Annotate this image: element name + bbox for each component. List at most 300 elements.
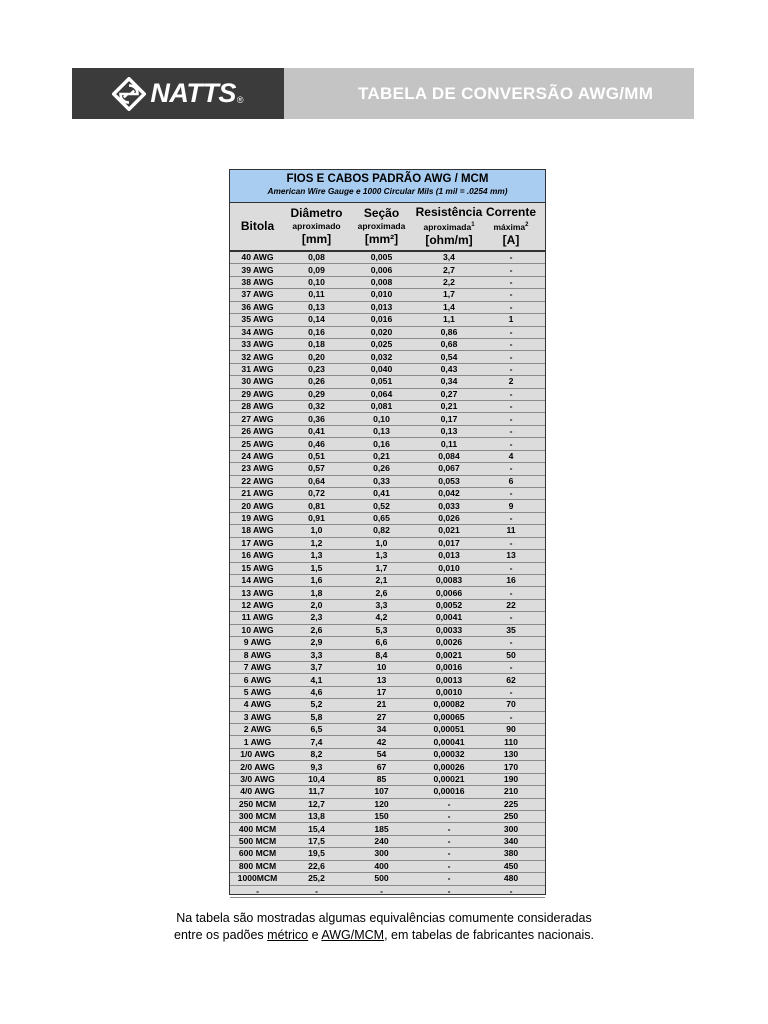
cell-bitola: 20 AWG [241, 500, 274, 511]
cell-resistencia: - [447, 836, 451, 847]
cell-diametro: 4,6 [310, 686, 323, 697]
cell-corrente: 90 [506, 724, 516, 735]
cell-corrente: 4 [508, 450, 514, 461]
cell-diametro: 2,0 [310, 600, 323, 611]
cell-diametro: 2,9 [310, 637, 323, 648]
cell-diametro: 9,3 [310, 761, 323, 772]
natts-logo-icon [112, 77, 146, 111]
cell-resistencia: 0,00041 [433, 736, 465, 747]
caption-line-2 [150, 927, 618, 944]
cell-secao: 0,020 [370, 326, 393, 337]
column-header-bitola [230, 203, 285, 250]
cell-secao: 8,4 [375, 649, 388, 660]
cell-secao: 0,051 [370, 376, 393, 387]
cell-corrente: 170 [503, 761, 519, 772]
cell-resistencia: 0,0041 [435, 612, 463, 623]
table-row [230, 314, 545, 326]
cell-bitola: 1/0 AWG [240, 749, 275, 760]
cell-diametro: 6,5 [310, 724, 323, 735]
cell-corrente: - [509, 438, 513, 449]
cell-resistencia: 0,084 [438, 450, 460, 461]
cell-resistencia: 1,4 [443, 301, 455, 312]
column-header-qualifier [483, 219, 539, 233]
link-metrico[interactable]: métrico [267, 928, 309, 942]
cell-diametro: 0,91 [308, 513, 325, 524]
cell-bitola: 15 AWG [241, 562, 274, 573]
cell-bitola: 17 AWG [241, 537, 274, 548]
cell-bitola: 9 AWG [243, 637, 272, 648]
cell-corrente: - [509, 289, 513, 300]
cell-secao: 54 [376, 749, 387, 760]
cell-corrente: - [509, 388, 513, 399]
cell-resistencia: 0,010 [438, 562, 460, 573]
cell-resistencia: 1,1 [443, 314, 455, 325]
column-header-qualifier: aproximado [292, 221, 341, 231]
cell-diametro: 17,5 [308, 836, 325, 847]
cell-resistencia: - [447, 823, 451, 834]
cell-corrente: 22 [506, 600, 516, 611]
column-header-unit: [ohm/m] [425, 232, 473, 247]
table-row [230, 525, 545, 537]
cell-resistencia: 3,4 [443, 252, 455, 263]
cell-bitola: 32 AWG [241, 351, 274, 362]
cell-bitola: 800 MCM [238, 860, 277, 871]
cell-resistencia: 0,00065 [433, 711, 465, 722]
table-row [230, 637, 545, 649]
cell-diametro: 11,7 [308, 786, 325, 797]
table-row [230, 600, 545, 612]
cell-resistencia: 0,0026 [435, 637, 463, 648]
cell-diametro: 2,6 [310, 624, 323, 635]
cell-bitola: 16 AWG [241, 550, 274, 561]
cell-diametro: 0,41 [308, 426, 325, 437]
table-row [230, 277, 545, 289]
column-header-qualifier [415, 219, 483, 233]
qualifier-text: máxima [493, 221, 526, 232]
cell-corrente: 11 [506, 525, 516, 536]
cell-corrente: 16 [506, 575, 516, 586]
cell-resistencia: - [447, 811, 451, 822]
cell-resistencia: 1,7 [443, 289, 455, 300]
cell-diametro: 19,5 [308, 848, 325, 859]
table-row [230, 749, 545, 761]
cell-secao: 13 [376, 674, 387, 685]
cell-corrente: - [509, 339, 513, 350]
cell-bitola: 11 AWG [241, 612, 274, 623]
cell-resistencia: - [447, 873, 451, 884]
cell-secao: 107 [374, 786, 389, 797]
cell-diametro: 5,8 [310, 711, 323, 722]
cell-diametro: 10,4 [308, 773, 325, 784]
cell-bitola: 2 AWG [243, 724, 272, 735]
cell-secao: 0,13 [373, 426, 390, 437]
cell-corrente: - [509, 351, 513, 362]
cell-diametro: 0,51 [308, 450, 325, 461]
cell-resistencia: 0,17 [440, 413, 458, 424]
table-row [230, 674, 545, 686]
cell-resistencia: - [447, 798, 451, 809]
cell-resistencia: 0,54 [440, 351, 458, 362]
footnote-mark: 2 [525, 222, 529, 229]
cell-diametro: 8,2 [310, 749, 323, 760]
cell-bitola: 37 AWG [241, 289, 274, 300]
cell-bitola: 300 MCM [238, 811, 277, 822]
table-row [230, 575, 545, 587]
cell-corrente: 190 [503, 773, 519, 784]
cell-bitola: - [256, 885, 259, 896]
cell-bitola: 19 AWG [241, 513, 274, 524]
cell-resistencia: 0,013 [438, 550, 460, 561]
cell-corrente: 130 [503, 749, 519, 760]
table-row [230, 563, 545, 575]
cell-bitola: 2/0 AWG [240, 761, 275, 772]
cell-secao: 0,040 [370, 364, 393, 374]
cell-secao: 10 [376, 662, 387, 673]
cell-resistencia: 0,017 [438, 537, 460, 548]
cell-diametro: 0,32 [308, 401, 325, 412]
cell-corrente: 450 [503, 860, 519, 871]
cell-resistencia: 0,0066 [435, 587, 463, 598]
cell-resistencia: - [447, 848, 451, 859]
table-row [230, 488, 545, 500]
cell-corrente: - [509, 662, 513, 673]
cell-diametro: 2,3 [310, 612, 323, 623]
cell-secao: 0,016 [370, 314, 393, 325]
column-header-resistencia [415, 203, 483, 250]
cell-corrente: 1 [508, 314, 514, 325]
cell-corrente: - [509, 401, 513, 412]
cell-secao: 0,21 [373, 450, 390, 461]
cell-resistencia: - [447, 860, 451, 871]
caption-line-1: Na tabela são mostradas algumas equivalências comumente consideradas [176, 911, 592, 925]
cell-corrente: 70 [506, 699, 516, 710]
cell-resistencia: 0,34 [440, 376, 458, 387]
table-row [230, 500, 545, 512]
table-subtitle: American Wire Gauge e 1000 Circular Mils (1 mil = .0254 mm) [267, 186, 508, 196]
cell-secao: 0,16 [373, 438, 390, 449]
table-row [230, 376, 545, 388]
link-awg-mcm[interactable]: AWG/MCM [321, 928, 385, 942]
cell-secao: 240 [374, 836, 389, 847]
cell-diametro: 12,7 [308, 798, 325, 809]
table-title: FIOS E CABOS PADRÃO AWG / MCM [286, 173, 489, 185]
cell-corrente: 6 [508, 475, 514, 486]
footnote-mark: 1 [471, 222, 475, 229]
cell-resistencia: 2,7 [443, 264, 455, 275]
table-row [230, 476, 545, 488]
table-row [230, 625, 545, 637]
cell-resistencia: 0,13 [440, 426, 458, 437]
cell-diametro: 0,72 [308, 488, 325, 499]
cell-bitola: 24 AWG [241, 450, 274, 461]
cell-resistencia: 0,00032 [433, 749, 465, 760]
cell-diametro: 0,13 [308, 301, 325, 312]
logo [72, 68, 284, 119]
table-row [230, 289, 545, 301]
cell-bitola: 1 AWG [243, 736, 272, 747]
cell-diametro: 1,6 [310, 575, 323, 586]
cell-resistencia: 0,0010 [435, 686, 463, 697]
page-title: TABELA DE CONVERSÃO AWG/MM [358, 84, 654, 103]
cell-secao: 150 [374, 811, 389, 822]
cell-secao: 400 [374, 860, 389, 871]
table-row [230, 302, 545, 314]
cell-resistencia: 0,067 [438, 463, 460, 474]
cell-bitola: 25 AWG [241, 438, 274, 449]
cell-secao: 120 [374, 798, 389, 809]
cell-diametro: 1,5 [310, 562, 323, 573]
cell-resistencia: 0,27 [440, 388, 458, 399]
cell-resistencia: 0,0052 [435, 600, 463, 611]
cell-secao: 17 [376, 686, 387, 697]
table-row [230, 364, 545, 376]
cell-secao: 1,3 [375, 550, 388, 561]
cell-secao: 34 [376, 724, 387, 735]
caption-text: e [308, 928, 322, 942]
cell-resistencia: 0,43 [440, 364, 458, 374]
cell-secao: 0,26 [373, 463, 390, 474]
cell-secao: 6,6 [375, 637, 388, 648]
registered-mark: ® [236, 94, 244, 105]
cell-corrente: - [509, 537, 513, 548]
table-row [230, 687, 545, 699]
cell-resistencia: 0,0021 [435, 649, 463, 660]
cell-secao: 21 [376, 699, 387, 710]
cell-secao: 0,65 [373, 513, 390, 524]
cell-diametro: 22,6 [308, 860, 325, 871]
table-row [230, 438, 545, 450]
cell-resistencia: 0,21 [440, 401, 458, 412]
cell-corrente: - [509, 612, 513, 623]
cell-bitola: 30 AWG [241, 376, 274, 387]
cell-diametro: - [315, 885, 318, 896]
cell-corrente: - [509, 513, 513, 524]
cell-secao: 185 [374, 823, 389, 834]
cell-corrente: 225 [503, 798, 519, 809]
cell-corrente: - [509, 277, 513, 288]
cell-diametro: 0,23 [308, 364, 325, 374]
cell-diametro: 0,29 [308, 388, 325, 399]
table-row [230, 848, 545, 860]
cell-secao: 5,3 [375, 624, 388, 635]
cell-bitola: 26 AWG [241, 426, 274, 437]
cell-corrente: 300 [503, 823, 519, 834]
table-row [230, 811, 545, 823]
cell-secao: 0,82 [373, 525, 390, 536]
cell-corrente: - [509, 488, 513, 499]
cell-secao: 1,0 [375, 537, 388, 548]
table-row [230, 786, 545, 798]
table-row [230, 426, 545, 438]
column-header-diametro [285, 203, 348, 250]
table-header [230, 203, 545, 252]
cell-corrente: - [509, 301, 513, 312]
cell-diametro: 4,1 [310, 674, 323, 685]
cell-diametro: 3,7 [310, 662, 323, 673]
qualifier-text: aproximada [423, 221, 472, 232]
cell-resistencia: 0,0013 [435, 674, 463, 685]
table-row [230, 774, 545, 786]
cell-resistencia: 0,0016 [435, 662, 463, 673]
cell-diametro: 0,08 [308, 252, 325, 263]
cell-resistencia: 0,0083 [435, 575, 463, 586]
cell-corrente: 110 [504, 736, 518, 747]
cell-corrente: - [509, 463, 513, 474]
cell-diametro: 0,81 [308, 500, 325, 511]
cell-bitola: 600 MCM [238, 848, 277, 859]
cell-bitola: 35 AWG [241, 314, 274, 325]
cell-resistencia: 0,0033 [435, 624, 463, 635]
table-row [230, 401, 545, 413]
table-row [230, 861, 545, 873]
cell-diametro: 0,64 [308, 475, 325, 486]
cell-secao: 500 [374, 873, 389, 884]
table-row [230, 823, 545, 835]
table-row [230, 550, 545, 562]
cell-corrente: - [509, 413, 513, 424]
cell-corrente: - [509, 686, 513, 697]
table-row [230, 836, 545, 848]
caption [150, 910, 618, 944]
table-row [230, 252, 545, 264]
cell-resistencia: 0,68 [440, 339, 458, 350]
cell-secao: 0,005 [370, 252, 393, 263]
cell-bitola: 250 MCM [238, 798, 277, 809]
cell-bitola: 21 AWG [241, 488, 274, 499]
cell-diametro: 3,3 [310, 649, 323, 660]
column-header-label: Corrente [485, 205, 536, 220]
column-header-label: Seção [363, 206, 400, 220]
column-header-unit: [mm] [301, 232, 332, 246]
cell-secao: 0,010 [370, 289, 393, 300]
cell-corrente: 340 [503, 836, 519, 847]
cell-resistencia: 0,86 [440, 326, 458, 337]
cell-corrente: - [509, 711, 513, 722]
column-header-unit: [mm²] [364, 232, 399, 246]
cell-bitola: 39 AWG [241, 264, 274, 275]
cell-bitola: 38 AWG [241, 277, 274, 288]
cell-corrente: 9 [508, 500, 514, 511]
conversion-table [229, 169, 546, 895]
cell-secao: 0,006 [370, 264, 393, 275]
table-row [230, 736, 545, 748]
cell-secao: 0,52 [373, 500, 390, 511]
cell-corrente: - [509, 264, 513, 275]
cell-bitola: 4/0 AWG [240, 786, 275, 797]
cell-diametro: 0,09 [308, 264, 325, 275]
table-row [230, 799, 545, 811]
cell-bitola: 28 AWG [241, 401, 274, 412]
cell-bitola: 12 AWG [241, 600, 274, 611]
cell-secao: 2,1 [375, 575, 388, 586]
cell-diametro: 0,18 [308, 339, 325, 350]
cell-corrente: - [509, 587, 513, 598]
cell-bitola: 27 AWG [241, 413, 274, 424]
cell-bitola: 18 AWG [241, 525, 274, 536]
cell-corrente: 380 [503, 848, 519, 859]
table-row [230, 650, 545, 662]
cell-resistencia: 0,00016 [433, 786, 465, 797]
table-title-bar [230, 170, 545, 203]
table-row [230, 699, 545, 711]
column-header-unit: [A] [502, 232, 520, 247]
cell-resistencia: 0,033 [438, 500, 460, 511]
table-row [230, 264, 545, 276]
table-row [230, 712, 545, 724]
cell-bitola: 14 AWG [241, 575, 274, 586]
cell-bitola: 13 AWG [241, 587, 274, 598]
cell-secao: 3,3 [375, 600, 388, 611]
cell-diametro: 1,8 [310, 587, 323, 598]
cell-secao: 300 [374, 848, 389, 859]
cell-secao: 0,33 [373, 475, 390, 486]
cell-diametro: 15,4 [308, 823, 325, 834]
cell-bitola: 3/0 AWG [240, 773, 275, 784]
cell-resistencia: 0,00021 [433, 773, 465, 784]
cell-corrente: 250 [503, 811, 519, 822]
cell-secao: 2,6 [375, 587, 388, 598]
cell-secao: 67 [376, 761, 387, 772]
cell-resistencia: 0,11 [440, 438, 458, 449]
cell-bitola: 7 AWG [243, 662, 272, 673]
cell-diametro: 0,20 [308, 351, 325, 362]
cell-diametro: 1,0 [310, 525, 323, 536]
cell-bitola: 3 AWG [243, 711, 272, 722]
cell-bitola: 6 AWG [243, 674, 272, 685]
cell-diametro: 0,16 [308, 326, 325, 337]
cell-resistencia: - [447, 885, 451, 896]
caption-text: entre os padões [174, 928, 268, 942]
table-row [230, 538, 545, 550]
cell-bitola: 23 AWG [241, 463, 274, 474]
table-row [230, 513, 545, 525]
cell-secao: 27 [376, 711, 387, 722]
cell-resistencia: 0,00082 [433, 699, 465, 710]
table-row [230, 761, 545, 773]
table-row [230, 886, 545, 898]
cell-corrente: 50 [506, 649, 516, 660]
cell-resistencia: 2,2 [443, 277, 455, 288]
cell-corrente: - [509, 637, 513, 648]
cell-secao: 42 [376, 736, 387, 747]
cell-diametro: 1,3 [310, 550, 323, 561]
cell-secao: 85 [376, 773, 387, 784]
table-row [230, 339, 545, 351]
cell-corrente: - [509, 885, 513, 896]
cell-corrente: 62 [506, 674, 516, 685]
cell-corrente: 35 [506, 624, 516, 635]
cell-corrente: 13 [506, 550, 516, 561]
caption-text: , em tabelas de fabricantes nacionais. [384, 928, 594, 942]
cell-corrente: - [509, 562, 513, 573]
cell-resistencia: 0,021 [438, 525, 460, 536]
cell-corrente: 2 [508, 376, 514, 387]
cell-corrente: 210 [503, 786, 519, 797]
cell-bitola: 5 AWG [243, 686, 272, 697]
column-header-label: Resistência [415, 205, 483, 220]
table-row [230, 612, 545, 624]
cell-secao: 0,41 [373, 488, 390, 499]
cell-bitola: 31 AWG [241, 364, 274, 374]
table-row [230, 724, 545, 736]
cell-corrente: - [509, 364, 513, 374]
column-header-label: Diâmetro [290, 206, 343, 220]
cell-secao: - [380, 885, 383, 896]
cell-diametro: 0,46 [308, 438, 325, 449]
cell-diametro: 13,8 [308, 811, 325, 822]
cell-resistencia: 0,026 [438, 513, 460, 524]
cell-secao: 0,032 [370, 351, 393, 362]
